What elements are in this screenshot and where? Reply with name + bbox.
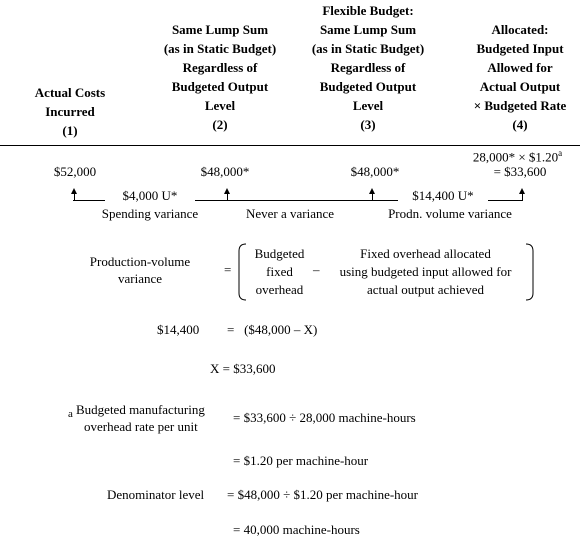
rate-label: [76, 401, 228, 435]
value-col1: $52,000: [53, 164, 97, 179]
calc-line1-rhs: = ($48,000 – X): [227, 322, 318, 337]
never-variance-label: Never a variance: [245, 206, 335, 221]
header-col3-line1: Flexible Budget:: [322, 3, 414, 18]
formula-allocated: [323, 245, 528, 299]
formula-allocated-line1: Fixed overhead allocated: [360, 246, 491, 261]
header-col4-line5: × Budgeted Rate: [473, 98, 567, 113]
formula-minus: –: [313, 262, 320, 277]
spending-variance-label: Spending variance: [101, 206, 199, 221]
header-col4: [460, 20, 580, 134]
header-col2-line2: (as in Static Budget): [163, 41, 277, 56]
formula-allocated-line2: using budgeted input allowed for: [339, 264, 512, 279]
formula-lhs-line1: Production-volume: [89, 254, 191, 269]
rate-label-line2: overhead rate per unit: [84, 419, 198, 434]
header-col1-line1: Actual Costs: [34, 85, 106, 100]
denominator-rhs: = $48,000 ÷ $1.20 per machine-hour: [227, 487, 419, 502]
arrow-stem-col1: [74, 193, 75, 200]
calc-line1-lhs: $14,400: [157, 322, 200, 337]
header-col1-line2: Incurred: [45, 104, 95, 119]
header-col2-line1: Same Lump Sum: [171, 22, 269, 37]
value-col4-footnote: a: [558, 148, 563, 158]
header-col4-line1: Allocated:: [491, 22, 549, 37]
value-col4-expr: 28,000* × $1.20: [472, 149, 559, 165]
formula-budgeted: [242, 245, 317, 299]
spending-variance-amount: $4,000 U*: [105, 188, 195, 204]
formula-budgeted-line1: Budgeted: [254, 246, 305, 261]
volume-variance-label: Prodn. volume variance: [388, 206, 512, 221]
arrow-stem-col2: [227, 193, 228, 200]
header-divider: [0, 145, 580, 146]
arrow-up-col4-icon: [519, 188, 525, 194]
header-col3-line2: Same Lump Sum: [319, 22, 417, 37]
calc-line2: X = $33,600: [210, 361, 276, 376]
formula-lhs-line2: variance: [117, 271, 163, 286]
header-col2-line4: Budgeted Output: [171, 79, 269, 94]
header-col4-line4: Actual Output: [479, 79, 561, 94]
formula-budgeted-line3: overhead: [255, 282, 304, 297]
header-col1-line3: (1): [62, 123, 78, 138]
formula-lhs: [80, 253, 200, 287]
volume-variance-amount: $14,400 U*: [398, 188, 488, 204]
rate-result: = $1.20 per machine-hour: [233, 453, 369, 468]
arrow-up-col1-icon: [71, 188, 77, 194]
formula-allocated-line3: actual output achieved: [367, 282, 484, 297]
header-col4-line6: (4): [512, 117, 528, 132]
header-col3-line3: (as in Static Budget): [311, 41, 425, 56]
rate-footnote-mark: a: [68, 408, 73, 420]
header-col3-line6: Level: [352, 98, 384, 113]
header-col3: [293, 1, 443, 134]
denominator-result: = 40,000 machine-hours: [233, 522, 360, 537]
arrow-stem-col3: [372, 193, 373, 200]
header-col4-line3: Allowed for: [487, 60, 553, 75]
rate-label-line1: Budgeted manufacturing: [76, 402, 205, 417]
header-col2-line6: (2): [212, 117, 228, 132]
header-col3-line5: Budgeted Output: [319, 79, 417, 94]
value-col3: $48,000*: [350, 164, 400, 179]
header-col3-line7: (3): [360, 117, 376, 132]
header-col4-line2: Budgeted Input: [476, 41, 564, 56]
formula-equals: =: [224, 262, 232, 277]
arrow-up-col3-icon: [369, 188, 375, 194]
value-col4-line2: = $33,600: [493, 164, 547, 179]
formula-budgeted-line2: fixed: [266, 264, 293, 279]
bracket-right-icon: [524, 243, 536, 301]
value-col2: $48,000*: [200, 164, 250, 179]
header-col2: [145, 20, 295, 134]
header-col2-line5: Level: [204, 98, 236, 113]
arrow-stem-col4: [522, 193, 523, 200]
header-col2-line3: Regardless of: [182, 60, 258, 75]
denominator-label: Denominator level: [107, 487, 205, 502]
arrow-up-col2-icon: [224, 188, 230, 194]
rate-rhs: = $33,600 ÷ 28,000 machine-hours: [233, 410, 416, 425]
value-col4-line1: [455, 148, 580, 165]
header-col3-line4: Regardless of: [330, 60, 406, 75]
header-col1: [20, 83, 120, 140]
